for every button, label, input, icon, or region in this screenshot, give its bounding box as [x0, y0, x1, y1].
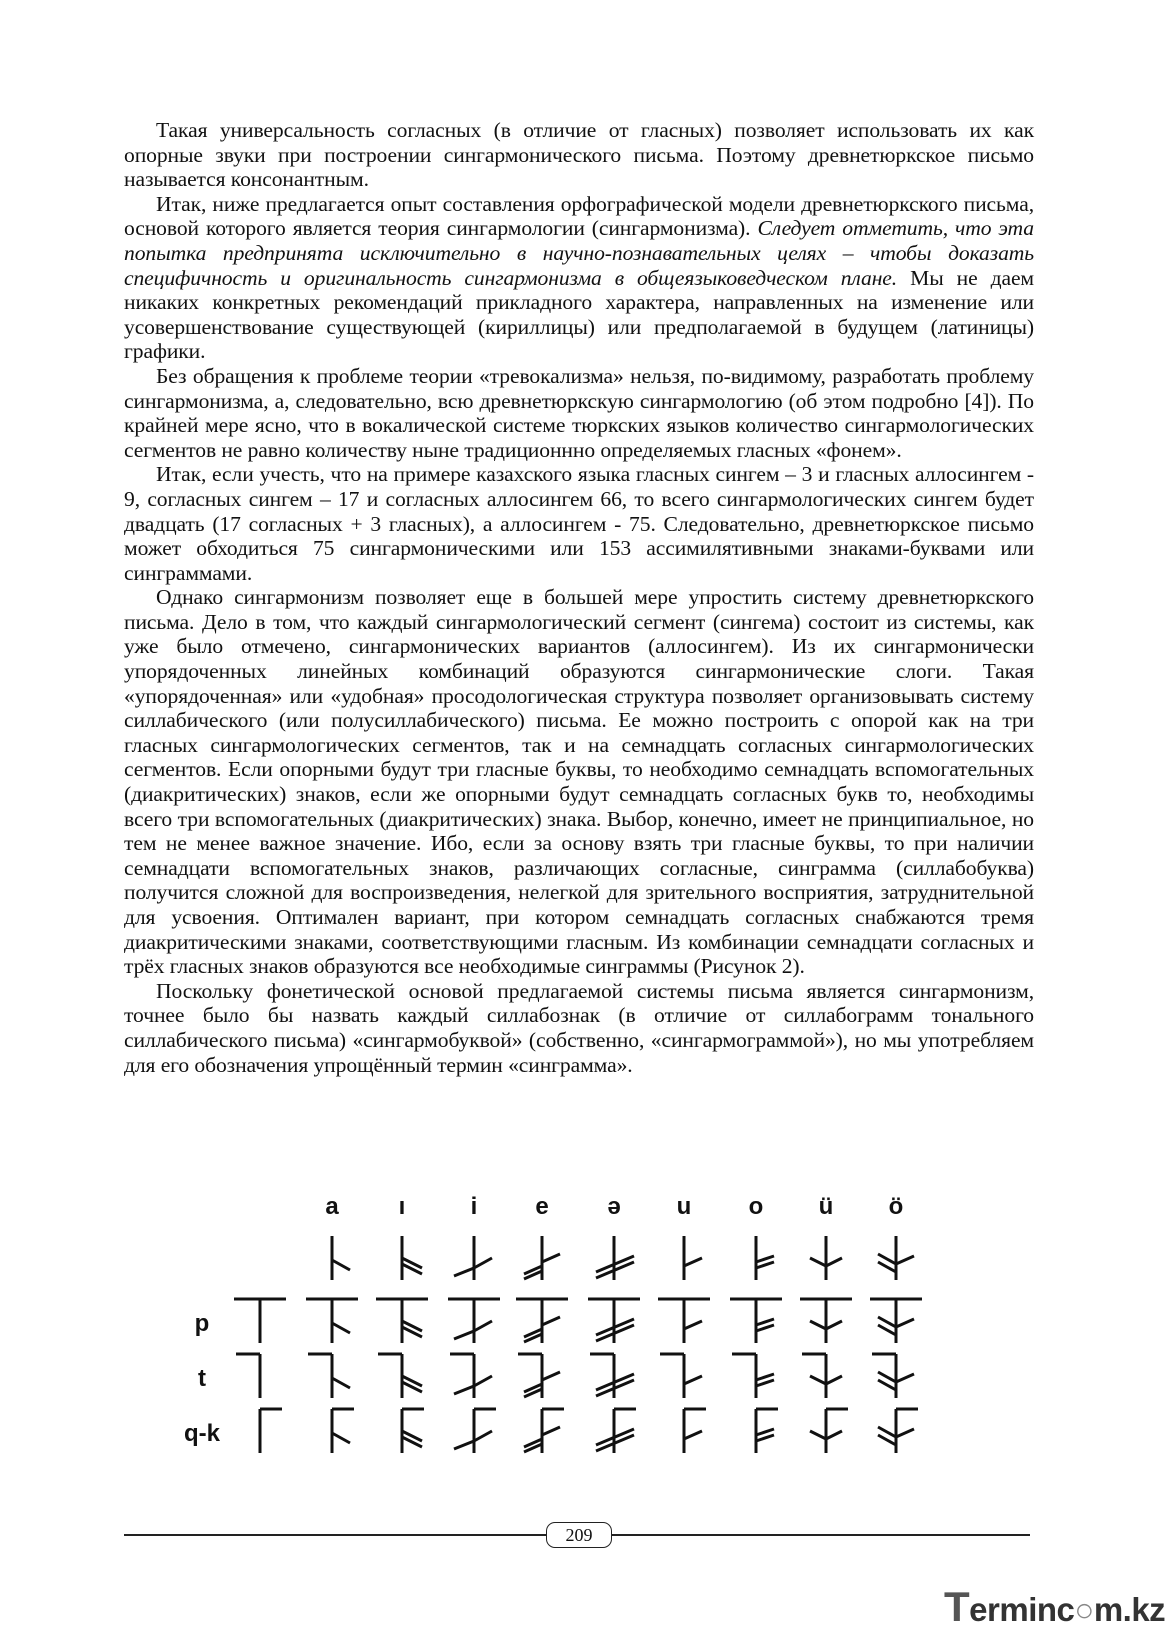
- watermark-t: T: [944, 1583, 970, 1630]
- syngram-glyph: [730, 1299, 782, 1343]
- vowel-sign: [596, 1236, 634, 1280]
- italic-text: Следует отметить, что эта попытка предпринята исключительно в научно-познавательных целях – чтобы доказать специфичность и оригинальность сингармонизма в общеязыковедческом плане.: [124, 216, 1034, 290]
- syngram-glyph: [454, 1409, 496, 1453]
- vowel-sign: [332, 1236, 350, 1280]
- vowel-sign: [402, 1236, 422, 1280]
- syngram-figure: [172, 1193, 982, 1496]
- syngram-glyph: [732, 1354, 774, 1398]
- syngram-glyph: [450, 1354, 492, 1398]
- syngram-glyph: [378, 1354, 422, 1398]
- syngram-glyph: [684, 1409, 706, 1453]
- syngram-glyph: [448, 1299, 500, 1343]
- vowel-header: ö: [888, 1193, 904, 1220]
- vowel-header: u: [676, 1193, 692, 1220]
- consonant-sign: [234, 1299, 286, 1343]
- syngram-glyph: [800, 1299, 852, 1343]
- paragraph: [124, 118, 1034, 192]
- paragraph-text: Мы не даем никаких конкретных рекомендаций прикладного характера, направленных на изменение или усовершенствование существующей (кириллицы) или предполагаемой в будущем (латиницы) графики.: [124, 265, 1034, 364]
- syngram-glyph: [402, 1409, 424, 1453]
- paragraph-text: Итак, если учесть, что на примере казахского языка гласных сингем – 3 и гласных аллосингем - 9, согласных сингем – 17 и согласных аллосингем 66, то всего сингармологических сингем будет двадцать (17 согласных + 3 гласных), а аллосингем - 75. Следовательно, древнетюркское письмо может обходиться 75 сингармоническими или 153 ассимилятивными знаками-буквами или синграммами.: [124, 462, 1034, 585]
- paragraph: [124, 462, 1034, 585]
- paragraph-text: Итак, ниже предлагается опыт составления орфографической модели древнетюркского письма, основой которого является теория сингармологии (сингармонизма).: [124, 191, 1034, 241]
- consonant-label: t: [198, 1365, 206, 1392]
- vowel-sign: [756, 1236, 774, 1280]
- footer-rule-right: [612, 1534, 1030, 1536]
- syngram-table: [172, 1193, 982, 1496]
- paragraph-text: Без обращения к проблеме теории «тревокализма» нельзя, по-видимому, разработать проблему сингармонизма, а, следовательно, всю древнетюркскую сингармологию (об этом подробно [4]). По крайней мере ясно, что в вокалической системе тюркских языков количество сингармологических сегментов не равно количеству ныне традиционнно определяемых гласных «фонем».: [124, 363, 1034, 462]
- site-watermark-logo: [944, 1583, 1165, 1629]
- syngram-glyph: [516, 1299, 568, 1343]
- footer-rule-left: [124, 1534, 546, 1536]
- syngram-glyph: [306, 1299, 358, 1343]
- syngram-glyph: [596, 1409, 636, 1453]
- syngram-glyph: [518, 1354, 560, 1398]
- watermark-mid: erminc: [969, 1591, 1075, 1628]
- paragraph: [124, 192, 1034, 364]
- syngram-glyph: [658, 1299, 710, 1343]
- paragraph: [124, 979, 1034, 1077]
- syngram-glyph: [524, 1409, 564, 1453]
- syngram-glyph: [332, 1409, 354, 1453]
- paragraph-text: Такая универсальность согласных (в отличие от гласных) позволяет использовать их как опорные звуки при построении сингармонического письма. Поэтому древнетюркское письмо называется консонантным.: [124, 118, 1034, 192]
- consonant-label: q-k: [184, 1420, 220, 1447]
- paragraph: [124, 585, 1034, 979]
- syngram-glyph: [870, 1299, 922, 1343]
- syngram-glyph: [308, 1354, 350, 1398]
- syngram-glyph: [376, 1299, 428, 1343]
- syngram-glyph: [756, 1409, 778, 1453]
- vowel-sign: [810, 1236, 842, 1280]
- syngram-glyph: [810, 1409, 848, 1453]
- vowel-header: ə: [607, 1193, 621, 1220]
- vowel-header: ı: [398, 1193, 406, 1220]
- page-number: 209: [546, 1522, 612, 1548]
- syngram-glyph: [660, 1354, 702, 1398]
- paragraph-text: Однако сингармонизм позволяет еще в большей мере упростить систему древнетюркского письма. Дело в том, что каждый сингармологический сегмент (сингема) состоит из системы, как уже было отмечено, сингармонических вариантов (аллосингем). Из их сингармонически упорядоченных линейных комбинаций образуются сингармонические слоги. Такая «упорядоченная» или «удобная» просодологическая структура позволяет организовывать систему силлабического (или полусиллабического) письма. Ее можно построить с опорой как на три гласных сингармологических сегментов, так и на семнадцать согласных сингармологических сегментов. Если опорными будут три гласные буквы, то необходимо семнадцать вспомогательных (диакритических) знаков, если же опорными будут семнадцать согласных букв то, необходимы всего три вспомогательных (диакритических) знака. Выбор, конечно, имеет не принципиальное, но тем не менее важное значение. Ибо, если за основу взять три гласные буквы, то при наличии семнадцати вспомогательных знаков, различающих согласные, синграмма (силлабобуква) получится сложной для воспроизведения, нелегкой для зрительного восприятия, затруднительной для усвоения. Оптимален вариант, при котором семнадцать согласных снабжаются тремя диакритическими знаками, соответствующими гласным. Из комбинации семнадцати согласных и трёх гласных знаков образуются все необходимые синграммы (Рисунок 2).: [124, 585, 1034, 979]
- vowel-sign: [454, 1236, 492, 1280]
- magnifier-icon: ○: [1074, 1591, 1094, 1628]
- vowel-sign: [524, 1236, 560, 1280]
- consonant-sign: [236, 1354, 260, 1398]
- vowel-header: e: [535, 1193, 549, 1220]
- paragraph-text: Поскольку фонетической основой предлагаемой системы письма является сингармонизм, точнее было бы назвать каждый силлабознак (в отличие от силлабограмм тонального силлабического письма) «сингармобуквой» (собственно, «сингармограммой»), но мы употребляем для его обозначения упрощённый термин «синграмма».: [124, 978, 1034, 1077]
- vowel-header: i: [470, 1193, 478, 1220]
- body-text: [124, 118, 1034, 1077]
- syngram-glyph: [590, 1354, 634, 1398]
- vowel-sign: [878, 1236, 914, 1280]
- syngram-glyph: [872, 1354, 914, 1398]
- vowel-header: ü: [818, 1193, 834, 1220]
- syngram-glyph: [802, 1354, 842, 1398]
- syngram-glyph: [588, 1299, 640, 1343]
- vowel-header: o: [748, 1193, 764, 1220]
- syngram-glyph: [878, 1409, 918, 1453]
- consonant-label: p: [194, 1310, 210, 1337]
- vowel-header: a: [325, 1193, 339, 1220]
- watermark-end: m.kz: [1093, 1591, 1165, 1628]
- consonant-sign: [260, 1409, 282, 1453]
- vowel-sign: [684, 1236, 702, 1280]
- paragraph: [124, 364, 1034, 462]
